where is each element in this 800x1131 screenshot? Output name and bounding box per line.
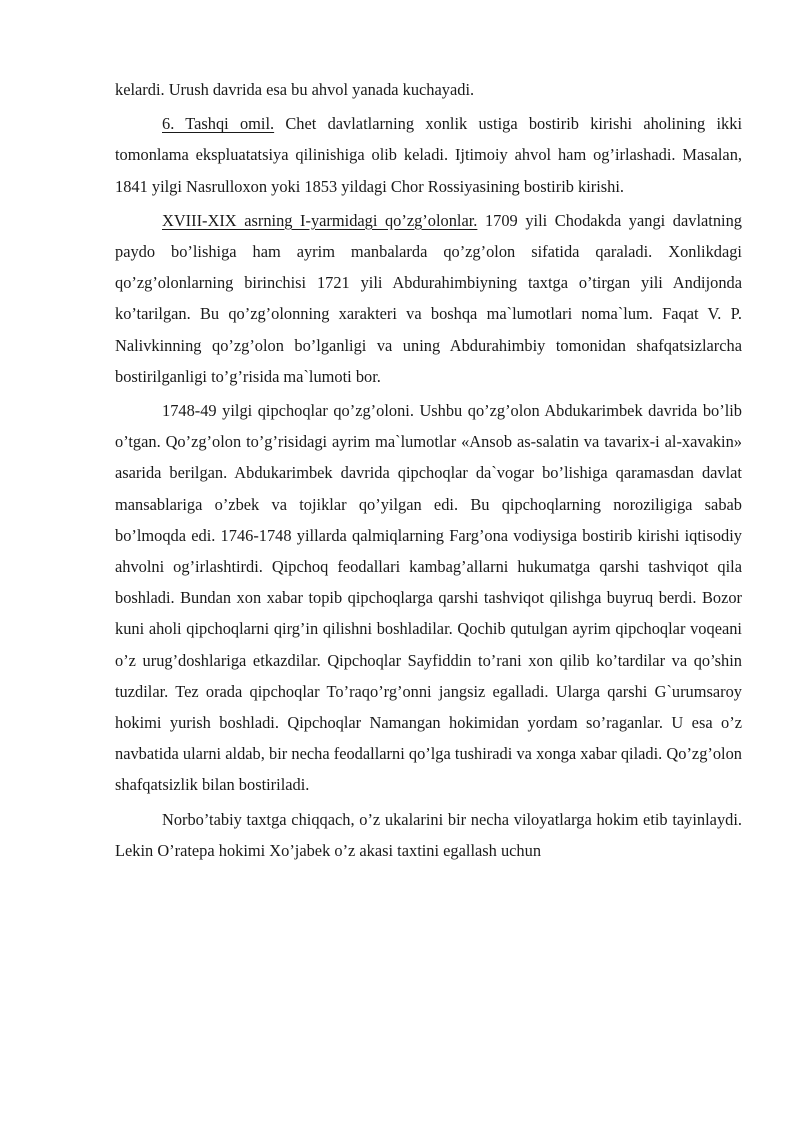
section-heading-external-factor: 6. Tashqi omil. xyxy=(162,114,275,134)
paragraph-text: kelardi. Urush davrida esa bu ahvol yanada kuchayadi. xyxy=(115,80,475,99)
paragraph-continuation xyxy=(115,74,742,105)
paragraph-qipchoq-uprising xyxy=(115,395,742,801)
paragraph-text: 1709 yili Chodakda yangi davlatning paydo bo’lishiga ham ayrim manbalarda qo’zg’olon sifatida qaraladi. Xonlikdagi qo’zg’olonlarning birinchisi 1721 yili Abdurahimbiyning taxtga o’tirgan yili Andijonda ko’tarilgan. Bu qo’zg’olonning xarakteri va boshqa ma`lumotlari noma`lum. Faqat V. P. Nalivkinning qo’zg’olon bo’lganligi va uning Abdurahimbiy tomonidan shafqatsizlarcha bostirilganligi to’g’risida ma`lumoti bor. xyxy=(115,210,742,386)
document-page xyxy=(115,74,742,869)
paragraph-external-factor xyxy=(115,108,742,202)
paragraph-text: 1748-49 yilgi qipchoqlar qo’zg’oloni. Ushbu qo’zg’olon Abdukarimbek davrida bo’lib o’tgan. Qo’zg’olon to’g’risidagi ayrim ma`lumotlar «Ansob as-salatin va tavarix-i al-xavakin» asarida berilgan. Abdukarimbek davrida qipchoqlar da`vogar bo’lishiga qaramasdan davlat mansablariga o’zbek va tojiklar qo’yilgan edi. Bu qipchoqlarning noroziligiga sabab bo’lmoqda edi. 1746-1748 yillarda qalmiqlarning Farg’ona vodiysiga bostirib kirishi iqtisodiy ahvolni og’irlashtirdi. Qipchoq feodallari kambag’allarni hukumatga qarshi tashviqot qila boshladi. Bundan xon xabar topib qipchoqlarga qarshi tashviqot qilishga buyruq berdi. Bozor kuni aholi qipchoqlarni qirg’in qilishni boshladilar. Qochib qutulgan ayrim qipchoqlar voqeani o’z urug’doshlariga etkazdilar. Qipchoqlar Sayfiddin to’rani xon qilib ko’tardilar va qo’shin tuzdilar. Tez orada qipchoqlar To’raqo’rg’onni jangsiz egalladi. Ularga qarshi G`urumsaroy hokimi yurish boshladi. Qipchoqlar Namangan hokimidan yordam so’raganlar. U esa o’z navbatida ularni aldab, bir necha feodallarni qo’lga tushiradi va xonga xabar qiladi. Qo’zg’olon shafqatsizlik bilan bostiriladi. xyxy=(115,401,742,795)
paragraph-text: Norbo’tabiy taxtga chiqqach, o’z ukalarini bir necha viloyatlarga hokim etib tayinlaydi. Lekin O’ratepa hokimi Xo’jabek o’z akasi taxtini egallash uchun xyxy=(115,809,742,860)
paragraph-uprisings xyxy=(115,205,742,392)
paragraph-norbotabiy xyxy=(115,804,742,866)
section-heading-uprisings: XVIII-XIX asrning I-yarmidagi qo’zg’olonlar. xyxy=(162,210,478,230)
paragraph-text: Chet davlatlarning xonlik ustiga bostirib kirishi aholining ikki tomonlama ekspluatatsiya qilinishiga olib keladi. Ijtimoiy ahvol ham og’irlashadi. Masalan, 1841 yilgi Nasrulloxon yoki 1853 yildagi Chor Rossiyasining bostirib kirishi. xyxy=(115,114,743,196)
